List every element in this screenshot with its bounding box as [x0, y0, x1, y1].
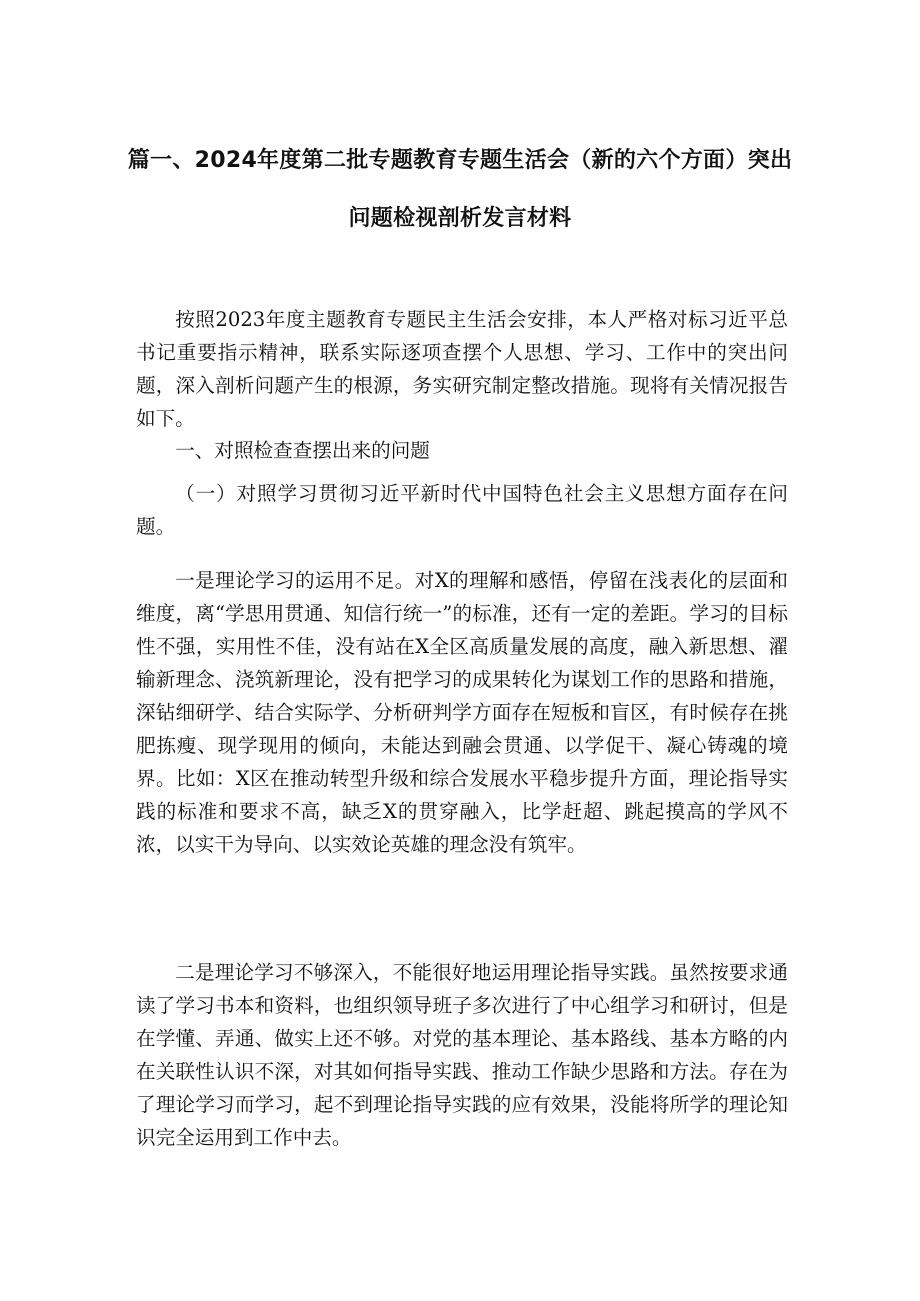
document-title-line-2: 问题检视剖析发言材料	[348, 206, 572, 231]
document-title-line-1: 篇一、2024年度第二批专题教育专题生活会（新的六个方面）突出	[127, 148, 793, 173]
intro-paragraph: 按照2023年度主题教育专题民主生活会安排，本人严格对标习近平总书记重要指示精神，联系实际逐项查摆个人思想、学习、工作中的突出问题，深入剖析问题产生的根源，务实研究制定整改措施。现将有关情况报告如下。	[136, 308, 788, 430]
subsection-heading: （一）对照学习贯彻习近平新时代中国特色社会主义思想方面存在问题。	[136, 482, 788, 538]
section-heading: 一、对照检查查摆出来的问题	[175, 439, 430, 462]
point-one-paragraph: 一是理论学习的运用不足。对X的理解和感悟，停留在浅表化的层面和维度，离“学思用贯通、知信行统一”的标准，还有一定的差距。学习的目标性不强，实用性不佳，没有站在X全区高质量发展的高度，融入新思想、濯输新理念、浇筑新理论，没有把学习的成果转化为谋划工作的思路和措施，深钻细研学、结合实际学、分析研判学方面存在短板和盲区，有时候存在挑肥拣瘦、现学现用的倾向，未能达到融会贯通、以学促干、凝心铸魂的境界。比如：X区在推动转型升级和综合发展水平稳步提升方面，理论指导实践的标准和要求不高，缺乏X的贯穿融入，比学赶超、跳起摸高的学风不浓，以实干为导向、以实效论英雄的理念没有筑牢。	[136, 569, 788, 856]
point-two-paragraph: 二是理论学习不够深入，不能很好地运用理论指导实践。虽然按要求通读了学习书本和资料，也组织领导班子多次进行了中心组学习和研讨，但是在学懂、弄通、做实上还不够。对党的基本理论、基本路线、基本方略的内在关联性认识不深，对其如何指导实践、推动工作缺少思路和方法。存在为了理论学习而学习，起不到理论指导实践的应有效果，没能将所学的理论知识完全运用到工作中去。	[136, 961, 788, 1149]
